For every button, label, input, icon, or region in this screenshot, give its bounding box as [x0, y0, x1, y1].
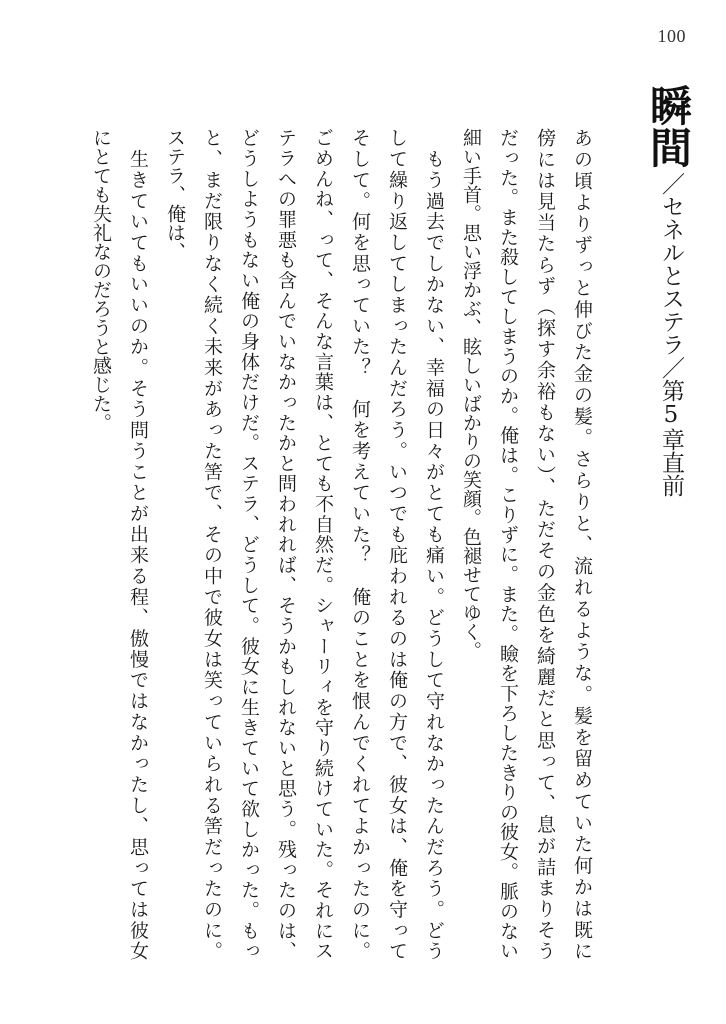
body-line: にとても失礼なのだろうと感じた。: [90, 128, 112, 432]
body-line: 傍には見当たらず（探す余裕もない）、ただその金色を綺麗だと思って、息が詰まりそう: [534, 128, 556, 960]
body-line: 細い手首。思い浮かぶ、眩しいばかりの笑顔。色褪せてゆく。: [460, 128, 482, 660]
chapter-subtitle: ／セネルとステラ／第5章直前: [658, 172, 684, 497]
body-line: だった。また殺してしまうのか。俺は。こりずに。また。瞼を下ろしたきりの彼女。脈のない: [497, 128, 519, 960]
chapter-title: 瞬間: [644, 84, 693, 168]
page-number: 100: [657, 26, 686, 46]
body-line: と、まだ限りなく続く未来があった筈で、その中で彼女は笑っていられる筈だったのに。: [201, 128, 223, 960]
body-line: ごめんね、って、そんな言葉は、とても不自然だ。シャーリィを守り続けていた。それにス: [312, 128, 334, 961]
body-line: そして。何を思っていた？ 何を考えていた？ 俺のことを恨んでくれてよかったのに。: [349, 128, 371, 960]
body-line: あの頃よりずっと伸びた金の髪。さらりと、流れるような。髪を留めていた何かは既に: [571, 128, 593, 960]
body-line: テラへの罪悪も含んでいなかったかと問われれば、そうかもしれないと思う。残ったのは、: [275, 128, 297, 960]
body-line: もう過去でしかない、幸福の日々がとても痛い。どうして守れなかったんだろう。どう: [423, 128, 445, 960]
body-line: 生きていてもいいのか。そう問うことが出来る程、傲慢ではなかったし、思っては彼女: [127, 128, 149, 960]
body-text: [80, 128, 600, 960]
body-line: どうしようもない俺の身体だけだ。ステラ、どうして。彼女に生きていて欲しかった。もっ: [238, 128, 260, 960]
body-line: ステラ、俺は、: [164, 128, 186, 261]
body-line: して繰り返してしまったんだろう。いつでも庇われるのは俺の方で、彼女は、俺を守って: [386, 128, 408, 960]
